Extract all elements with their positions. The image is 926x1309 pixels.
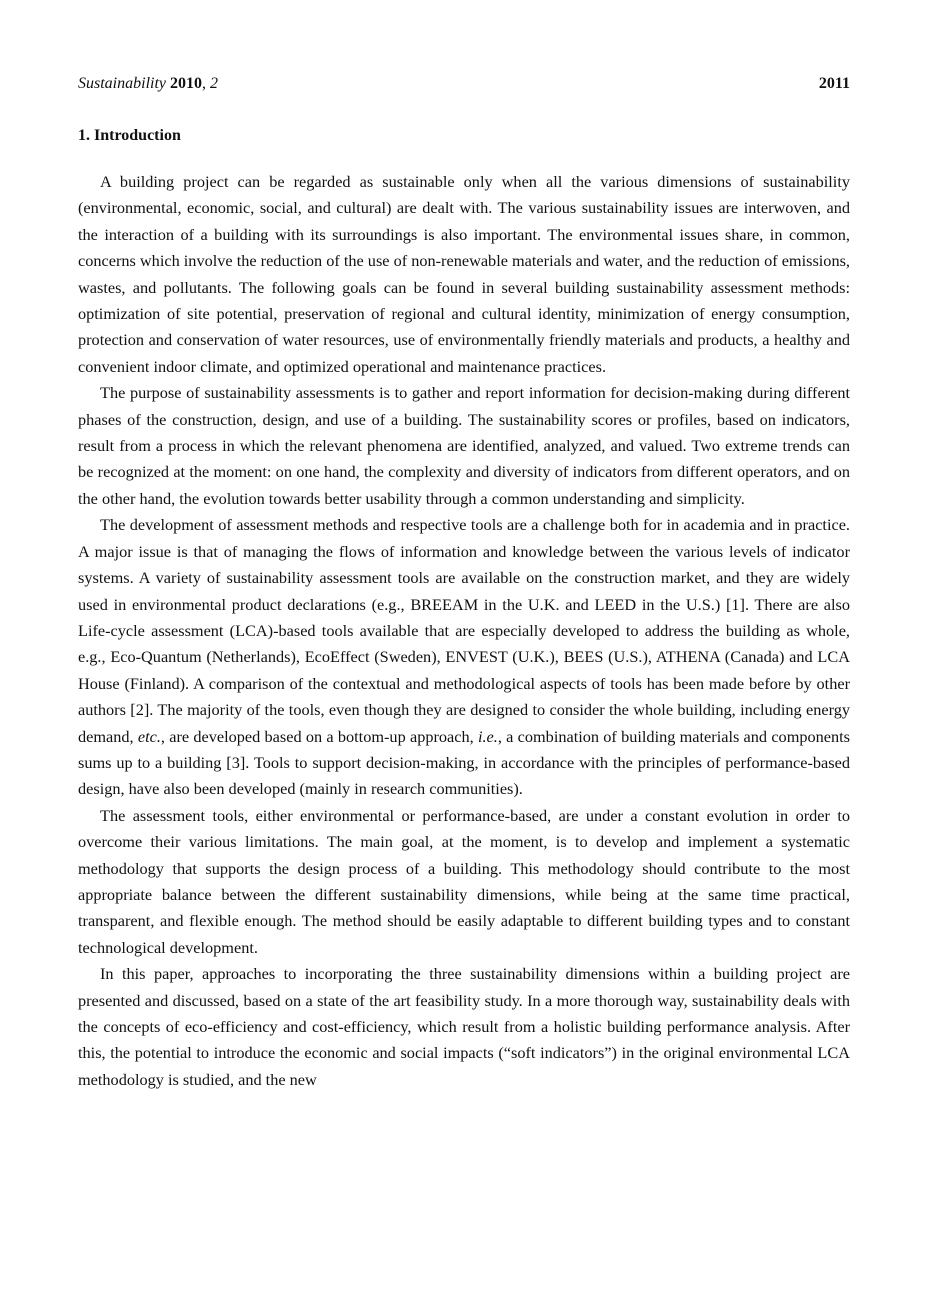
paragraph-4: The assessment tools, either environmental or performance-based, are under a constant evolution in order to overcome their various limitations. The main goal, at the moment, is to develop and implement a systematic methodology that supports the design process of a building. This methodology should contribute to the most appropriate balance between the different sustainability dimensions, while being at the same time practical, transparent, and flexible enough. The method should be easily adaptable to different building types and to constant technological development.	[78, 805, 850, 957]
journal-volume: 2	[210, 75, 218, 92]
paragraph-2: The purpose of sustainability assessments is to gather and report information for decision-making during different phases of the construction, design, and use of a building. The sustainability scores or profiles, based on indicators, result from a process in which the relevant phenomena are identified, analyzed, and valued. Two extreme trends can be recognized at the moment: on one hand, the complexity and diversity of indicators from different operators, and on the other hand, the evolution towards better usability through a common understanding and simplicity.	[78, 383, 850, 508]
body-text	[78, 169, 850, 1093]
paragraph-5: In this paper, approaches to incorporating the three sustainability dimensions within a building project are presented and discussed, based on a state of the art feasibility study. In a more thorough way, sustainability deals with the concepts of eco-efficiency and cost-efficiency, which result from a holistic building performance analysis. After this, the potential to introduce the economic and social impacts (“soft indicators”) in the original environmental LCA methodology is studied, and the new	[78, 964, 850, 1089]
document-page	[78, 72, 850, 1093]
citation: Sustainability 2010, 2	[78, 75, 218, 92]
section-heading: 1. Introduction	[78, 127, 181, 144]
paragraph-3-part-1: The development of assessment methods and respective tools are a challenge both for in academia and in practice. A major issue is that of managing the flows of information and knowledge between the various levels of indicator systems. A variety of sustainability assessment tools are available on the construction market, and they are widely used in environmental product declarations (e.g., BREEAM in the U.K. and LEED in the U.S.) [1]. There are also Life-cycle assessment (LCA)-based tools available that are especially developed to address the building as whole, e.g., Eco-Quantum (Netherlands), EcoEffect (Sweden), ENVEST (U.K.), BEES (U.S.), ATHENA (Canada) and LCA House (Finland). A comparison of the contextual and methodological aspects of tools has been made before by other authors [2]. The majority of the tools, even though they are designed to consider the whole building, including energy demand,	[78, 515, 850, 746]
paragraph-3	[78, 512, 850, 802]
paragraph-3-part-3: , a combination of building materials and components sums up to a building [3]. Tools to support decision-making, in accordance with the principles of performance-based design, have also been developed (mainly in research communities).	[78, 726, 851, 799]
journal-year: 2010	[170, 75, 202, 92]
paragraph-3-italic-etc: etc.	[137, 726, 161, 746]
journal-name: Sustainability	[78, 75, 166, 92]
page-number: 2011	[818, 75, 850, 92]
running-header	[78, 72, 850, 96]
paragraph-1: A building project can be regarded as sustainable only when all the various dimensions of sustainability (environmental, economic, social, and cultural) are dealt with. The various sustainability issues are interwoven, and the interaction of a building with its surroundings is also important. The environmental issues share, in common, concerns which involve the reduction of the use of non-renewable materials and water, and the reduction of emissions, wastes, and pollutants. The following goals can be found in several building sustainability assessment methods: optimization of site potential, preservation of regional and cultural identity, minimization of energy consumption, protection and conservation of water resources, use of environmentally friendly materials and products, a healthy and convenient indoor climate, and optimized operational and maintenance practices.	[78, 172, 850, 376]
paragraph-3-italic-ie: i.e.	[477, 726, 498, 746]
paragraph-3-part-2: , are developed based on a bottom-up approach,	[160, 726, 478, 746]
